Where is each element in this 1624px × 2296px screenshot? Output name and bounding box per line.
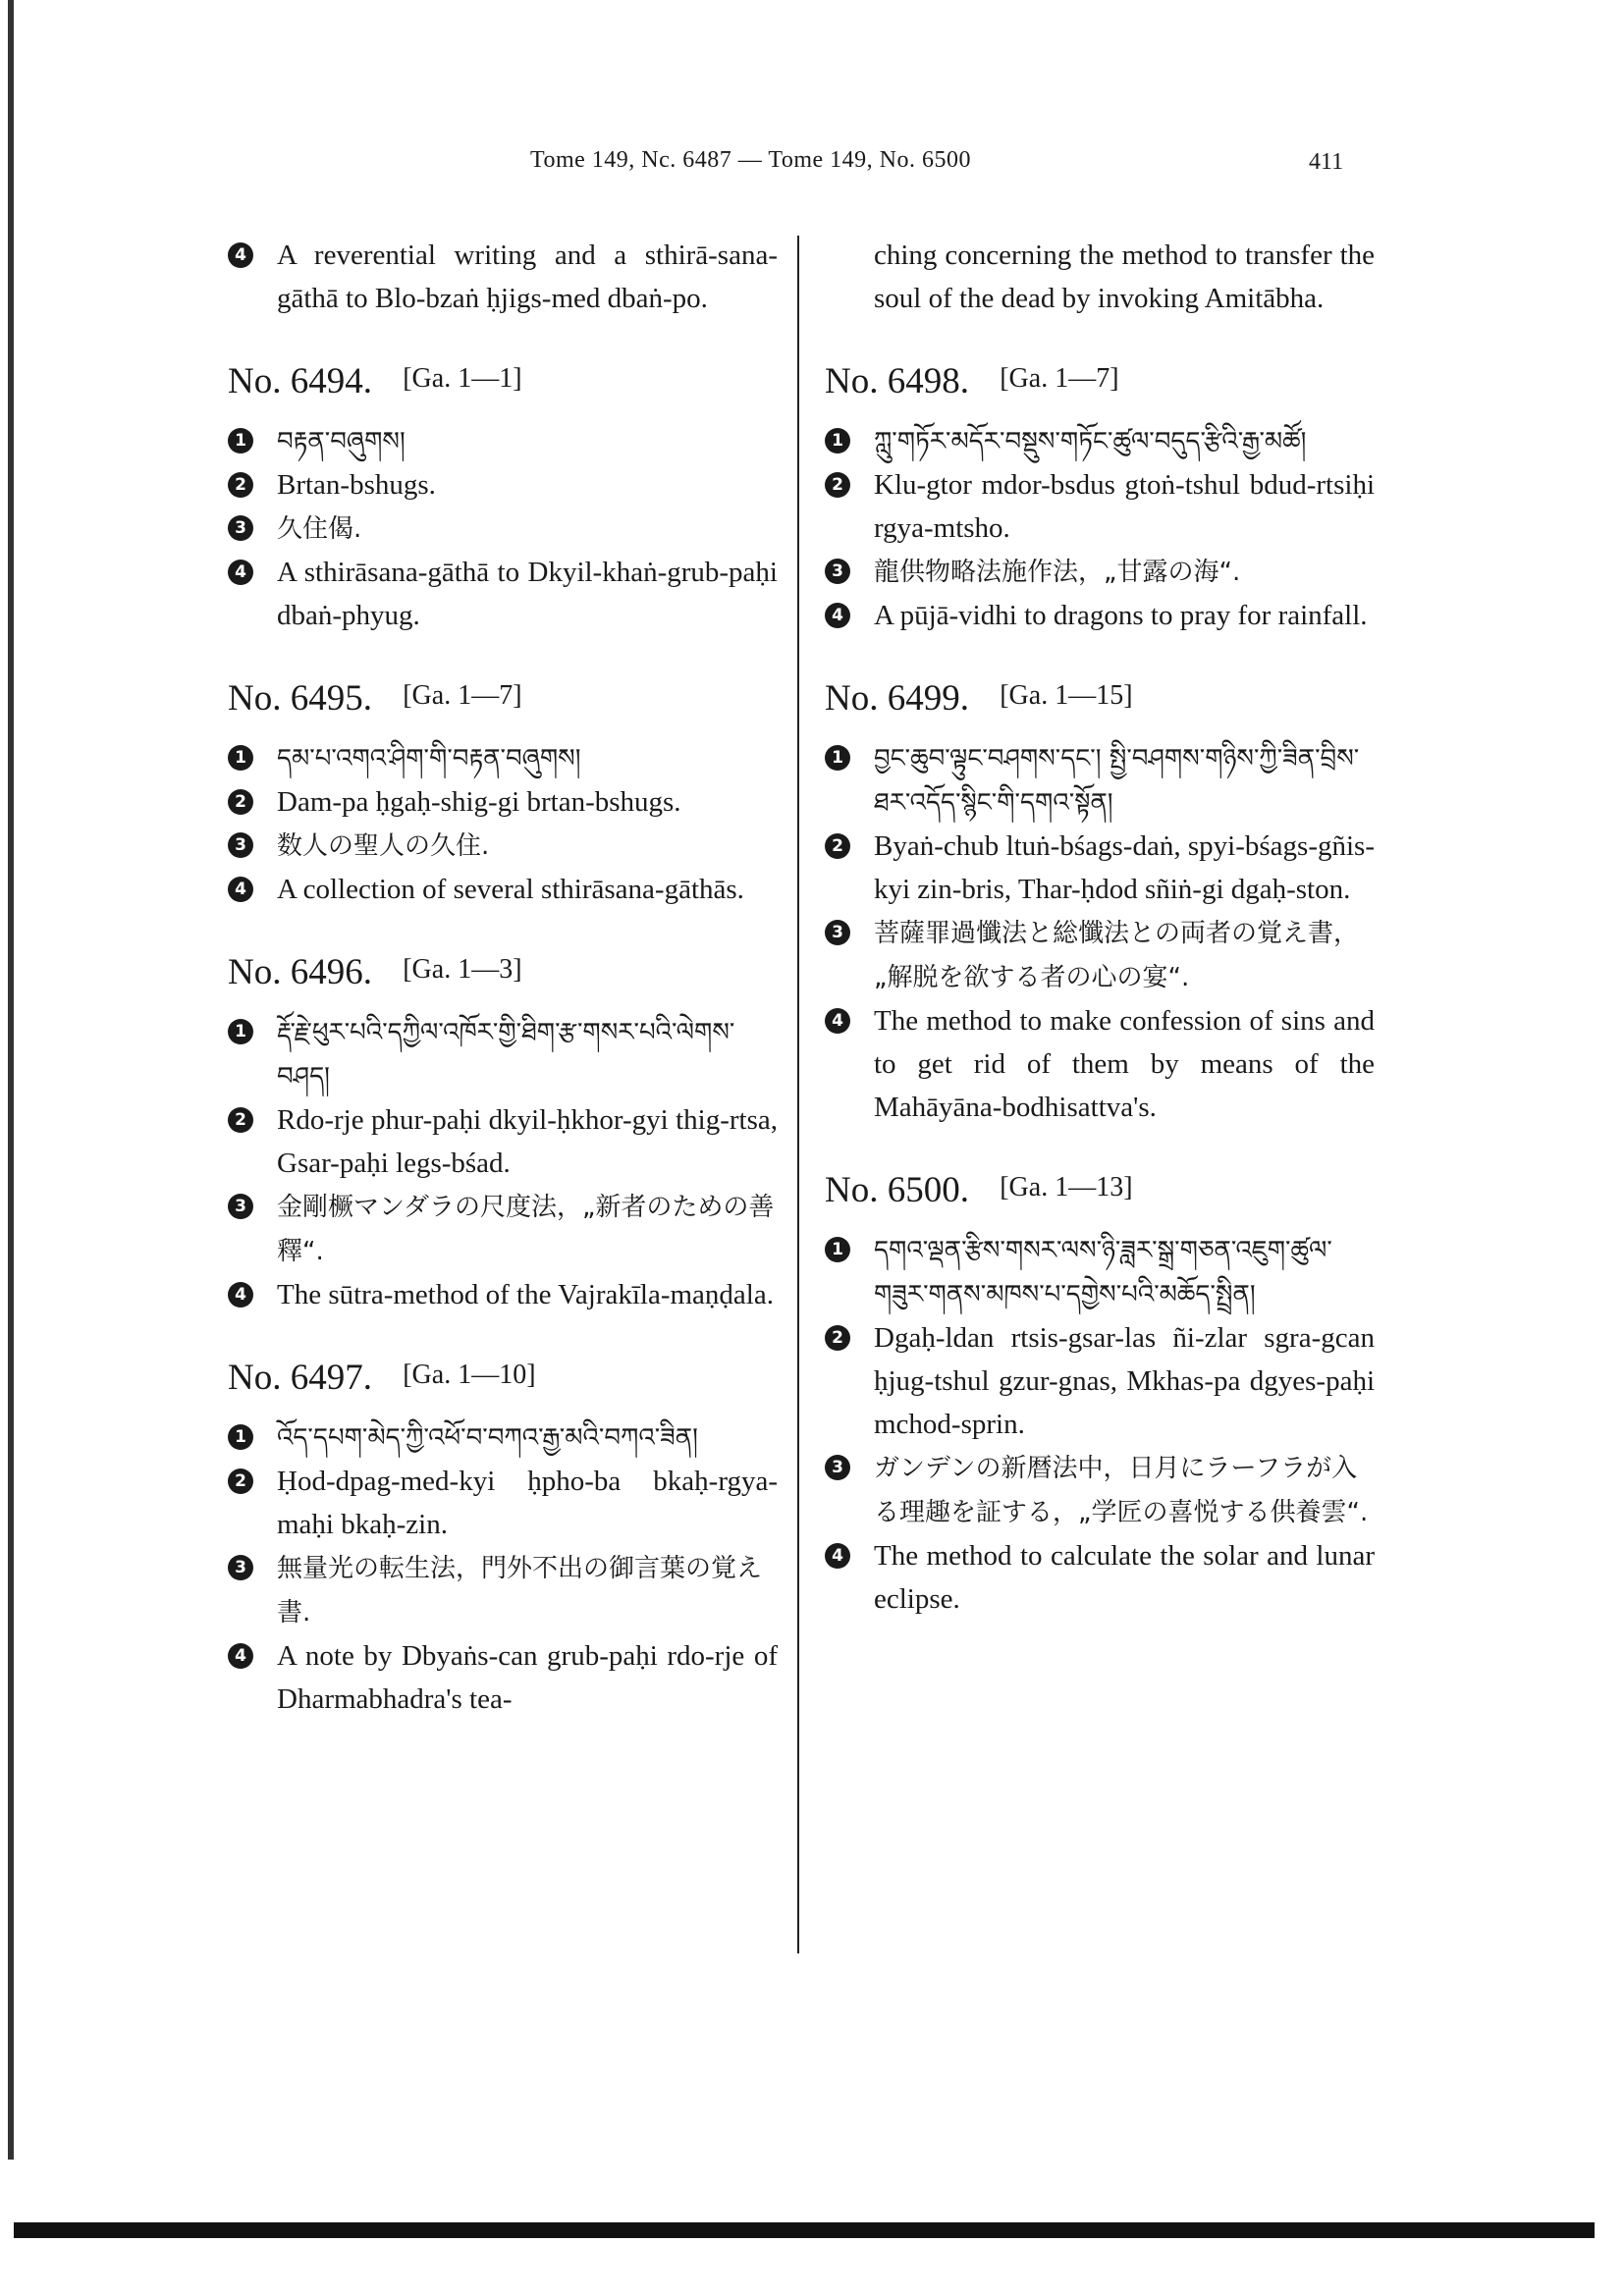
japanese-title: 3 菩薩罪過懺法と総懺法との両者の覚え書，„解脱を欲する者の心の宴“. (825, 911, 1375, 999)
entry-reference: [Ga. 1—7] (403, 680, 522, 711)
entry-reference: [Ga. 1—7] (1000, 363, 1119, 394)
continuation-item (228, 234, 778, 320)
number-3-icon: 3 (825, 1455, 850, 1480)
column-divider (797, 236, 799, 1953)
english-description: 4 The sūtra-method of the Vajrakīla-maṇḍala. (228, 1273, 778, 1316)
number-3-icon: 3 (228, 1194, 253, 1219)
number-2-icon: 2 (825, 1325, 850, 1351)
number-3-icon: 3 (228, 1555, 253, 1580)
entry-heading (825, 1164, 1375, 1214)
number-3-icon: 3 (228, 832, 253, 858)
page-bottom-rule (14, 2222, 1595, 2238)
number-4-icon: 4 (825, 1008, 850, 1034)
romanized-title: 2 Byaṅ-chub ltuṅ-bśags-daṅ, spyi-bśags-gñis-kyi zin-bris, Thar-ḥdod sñiṅ-gi dgaḥ-ston. (825, 825, 1375, 911)
number-2-icon: 2 (228, 789, 253, 815)
number-1-icon: 1 (825, 1237, 850, 1262)
japanese-title: 3 金剛橛マンダラの尺度法，„新者のための善釋“. (228, 1185, 778, 1273)
tibetan-title: 1 དམ་པ་འགའ་ཤིག་གི་བརྟན་བཞུགས། (228, 736, 778, 780)
english-description: 4 A pūjā-vidhi to dragons to pray for rainfall. (825, 594, 1375, 637)
entry-reference: [Ga. 1—10] (403, 1360, 536, 1390)
english-description: 4 A collection of several sthirāsana-gāthās. (228, 868, 778, 911)
catalog-entry-6494 (228, 355, 778, 637)
japanese-title: 3 ガンデンの新暦法中，日月にラーフラが入る理趣を証する，„学匠の喜悦する供養雲“. (825, 1446, 1375, 1534)
romanized-title: 2 Ḥod-dpag-med-kyi ḥpho-ba bkaḥ-rgya-maḥi bkaḥ-zin. (228, 1460, 778, 1546)
english-description: 4 The method to make confession of sins and to get rid of them by means of the Mahāyāna-bodhisattva's. (825, 999, 1375, 1129)
catalog-entry-6495 (228, 672, 778, 911)
number-3-icon: 3 (228, 515, 253, 541)
number-3-icon: 3 (825, 920, 850, 945)
japanese-title: 3 久住偈. (228, 507, 778, 551)
number-2-icon: 2 (228, 472, 253, 498)
romanized-title: 2 Rdo-rje phur-paḥi dkyil-ḥkhor-gyi thig-rtsa, Gsar-paḥi legs-bśad. (228, 1098, 778, 1185)
entry-heading (228, 672, 778, 722)
entry-heading (825, 355, 1375, 405)
entry-heading (228, 1352, 778, 1402)
entry-reference: [Ga. 1—3] (403, 954, 522, 985)
number-4-icon: 4 (228, 1282, 253, 1308)
number-1-icon: 1 (228, 1019, 253, 1044)
right-column (825, 234, 1375, 1621)
entry-heading (825, 672, 1375, 722)
continuation-text: A reverential writing and a sthirā-sana-gāthā to Blo-bzaṅ ḥjigs-med dbaṅ-po. (277, 240, 778, 314)
number-1-icon: 1 (825, 428, 850, 454)
catalog-entry-6497 (228, 1352, 778, 1721)
number-1-icon: 1 (228, 428, 253, 454)
entry-number: No. 6499. (825, 678, 969, 719)
romanized-title: 2 Dam-pa ḥgaḥ-shig-gi brtan-bshugs. (228, 780, 778, 824)
tibetan-title: 1 འོད་དཔག་མེད་ཀྱི་འཕོ་བ་བཀའ་རྒྱ་མའི་བཀའ་ཟིན། (228, 1415, 778, 1460)
number-4-icon: 4 (228, 877, 253, 902)
entry-number: No. 6496. (228, 952, 372, 992)
entry-heading (228, 946, 778, 996)
number-1-icon: 1 (228, 1424, 253, 1450)
number-4-icon: 4 (825, 1543, 850, 1569)
english-description: 4 The method to calculate the solar and lunar eclipse. (825, 1534, 1375, 1621)
number-2-icon: 2 (825, 472, 850, 498)
entry-number: No. 6500. (825, 1170, 969, 1210)
entry-number: No. 6495. (228, 678, 372, 719)
romanized-title: 2 Klu-gtor mdor-bsdus gtoṅ-tshul bdud-rtsiḥi rgya-mtsho. (825, 463, 1375, 550)
number-2-icon: 2 (228, 1468, 253, 1494)
romanized-title: 2 Dgaḥ-ldan rtsis-gsar-las ñi-zlar sgra-gcan ḥjug-tshul gzur-gnas, Mkhas-pa dgyes-paḥi mchod-sprin. (825, 1316, 1375, 1446)
page-number: 411 (1309, 149, 1344, 175)
number-4-icon: 4 (228, 560, 253, 585)
tibetan-title: 1 ཀླུ་གཏོར་མདོར་བསྡུས་གཏོང་ཚུལ་བདུད་རྩིའི་རྒྱ་མཚོ། (825, 419, 1375, 463)
japanese-title: 3 無量光の転生法，門外不出の御言葉の覚え書. (228, 1546, 778, 1634)
scan-edge-rule (8, 0, 14, 2160)
tibetan-title: 1 དགའ་ལྡན་རྩིས་གསར་ལས་ཉི་ཟླར་སྒྲ་གཅན་འཇུག་ཚུལ་གཟུར་གནས་མཁས་པ་དགྱེས་པའི་མཆོད་སྤྲིན། (825, 1228, 1375, 1316)
number-4-icon: 4 (228, 1643, 253, 1669)
tibetan-title: 1 བྱང་ཆུབ་ལྟུང་བཤགས་དང་། སྤྱི་བཤགས་གཉིས་ཀྱི་ཟིན་བྲིས་ཐར་འདོད་སྙིང་གི་དགའ་སྟོན། (825, 736, 1375, 825)
tibetan-title: 1 བརྟན་བཞུགས། (228, 419, 778, 463)
entry-reference: [Ga. 1—1] (403, 363, 522, 394)
catalog-entry-6500 (825, 1164, 1375, 1621)
number-4-icon: 4 (228, 242, 253, 268)
number-2-icon: 2 (825, 833, 850, 859)
japanese-title: 3 龍供物略法施作法，„甘露の海“. (825, 550, 1375, 594)
number-3-icon: 3 (825, 559, 850, 584)
running-header: Tome 149, Nc. 6487 — Tome 149, No. 6500 (530, 147, 971, 173)
catalog-entry-6499 (825, 672, 1375, 1129)
continuation-text: ching concerning the method to transfer the soul of the dead by invoking Amitābha. (874, 240, 1375, 314)
english-description: 4 A note by Dbyaṅs-can grub-paḥi rdo-rje of Dharmabhadra's tea- (228, 1634, 778, 1721)
tibetan-title: 1 རྡོ་རྗེ་ཕུར་པའི་དཀྱིལ་འཁོར་གྱི་ཐིག་རྩ་གསར་པའི་ལེགས་བཤད། (228, 1010, 778, 1098)
number-2-icon: 2 (228, 1107, 253, 1133)
number-1-icon: 1 (228, 745, 253, 771)
number-1-icon: 1 (825, 745, 850, 771)
catalog-entry-6496 (228, 946, 778, 1316)
entry-number: No. 6497. (228, 1358, 372, 1398)
left-column (228, 234, 778, 1721)
japanese-title: 3 数人の聖人の久住. (228, 824, 778, 868)
entry-number: No. 6498. (825, 361, 969, 401)
entry-reference: [Ga. 1—13] (1000, 1172, 1133, 1202)
number-4-icon: 4 (825, 603, 850, 628)
entry-number: No. 6494. (228, 361, 372, 401)
catalog-entry-6498 (825, 355, 1375, 637)
romanized-title: 2 Brtan-bshugs. (228, 463, 778, 507)
entry-heading (228, 355, 778, 405)
entry-reference: [Ga. 1—15] (1000, 680, 1133, 711)
english-description: 4 A sthirāsana-gāthā to Dkyil-khaṅ-grub-paḥi dbaṅ-phyug. (228, 551, 778, 637)
